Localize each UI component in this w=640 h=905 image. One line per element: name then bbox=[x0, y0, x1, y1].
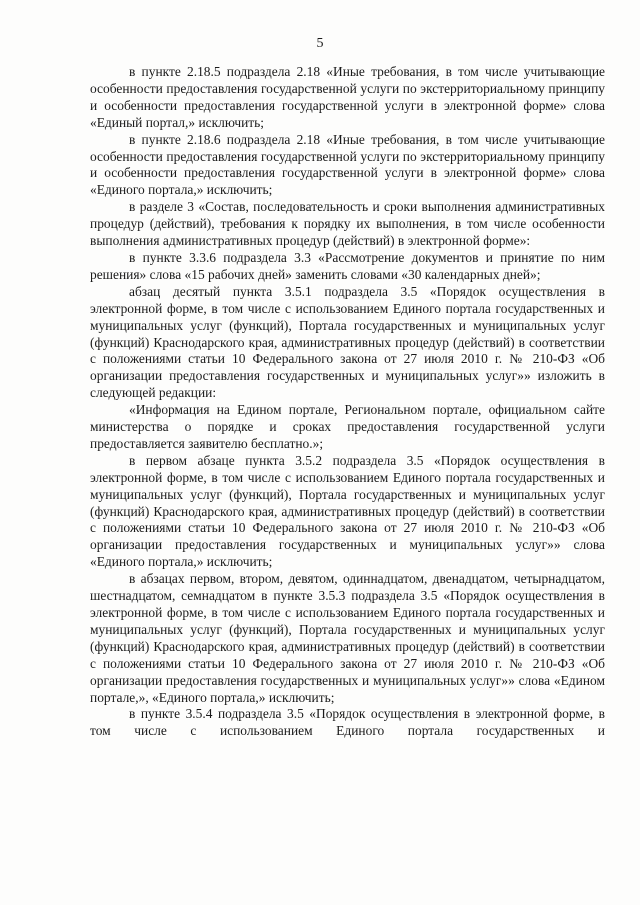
paragraph-4: в пункте 3.3.6 подраздела 3.3 «Рассмотрение документов и принятие по ним решения» слова «15 рабочих дней» заменить словами «30 календарных дней»; bbox=[90, 249, 605, 282]
page-number: 5 bbox=[316, 36, 324, 51]
paragraph-5: абзац десятый пункта 3.5.1 подраздела 3.5 «Порядок осуществления в электронной форме, в том числе с использованием Единого портала государственных и муниципальных услуг (функций), Портала государственных и муниципальных услуг (функций) Краснодарского края, административных процедур (действий) в соответствии с положениями статьи 10 Федерального закона от 27 июля 2010 г. № 210-ФЗ «Об организации предоставления государственных и муниципальных услуг»» изложить в следующей редакции: bbox=[90, 283, 605, 401]
paragraph-6: «Информация на Едином портале, Региональном портале, официальном сайте министерства о порядке и сроках предоставления государственной услуги предоставляется заявителю бесплатно.»; bbox=[90, 402, 605, 451]
document-body bbox=[90, 64, 605, 740]
paragraph-8: в абзацах первом, втором, девятом, одиннадцатом, двенадцатом, четырнадцатом, шестнадцатом, семнадцатом в пункте 3.5.3 подраздела 3.5 «Порядок осуществления в электронной форме, в том числе с использованием Единого портала государственных и муниципальных услуг (функций), Портала государственных и муниципальных услуг (функций) Краснодарского края, административных процедур (действий) в соответствии с положениями статьи 10 Федерального закона от 27 июля 2010 г. № 210-ФЗ «Об организации предоставления государственных и муниципальных услуг»» слова «Едином портале,», «Единого портала,» исключить; bbox=[90, 571, 605, 705]
paragraph-7: в первом абзаце пункта 3.5.2 подраздела 3.5 «Порядок осуществления в электронной форме, в том числе с использованием Единого портала государственных и муниципальных услуг (функций), Портала государственных и муниципальных услуг (функций) Краснодарского края, административных процедур (действий) в соответствии с положениями статьи 10 Федерального закона от 27 июля 2010 г. № 210-ФЗ «Об организации предоставления государственных и муниципальных услуг»» слова «Единого портала,» исключить; bbox=[90, 452, 605, 570]
paragraph-3: в разделе 3 «Состав, последовательность и сроки выполнения административных процедур (действий), требования к порядку их выполнения, в том числе особенности выполнения административных процедур (действий) в электронной форме»: bbox=[90, 199, 605, 249]
paragraph-2: в пункте 2.18.6 подраздела 2.18 «Иные требования, в том числе учитывающие особенности предоставления государственной услуги по экстерриториальному принципу и особенности предоставления государственной услуги в электронной форме» слова «Единого портала,» исключить; bbox=[90, 131, 605, 198]
paragraph-1: в пункте 2.18.5 подраздела 2.18 «Иные требования, в том числе учитывающие особенности предоставления государственной услуги по экстерриториальному принципу и особенности предоставления государственной услуги в электронной форме» слова «Единый портал,» исключить; bbox=[90, 64, 605, 130]
paragraph-9: в пункте 3.5.4 подраздела 3.5 «Порядок осуществления в электронной форме, в том числе с использованием Единого портала государственных и bbox=[90, 706, 605, 739]
